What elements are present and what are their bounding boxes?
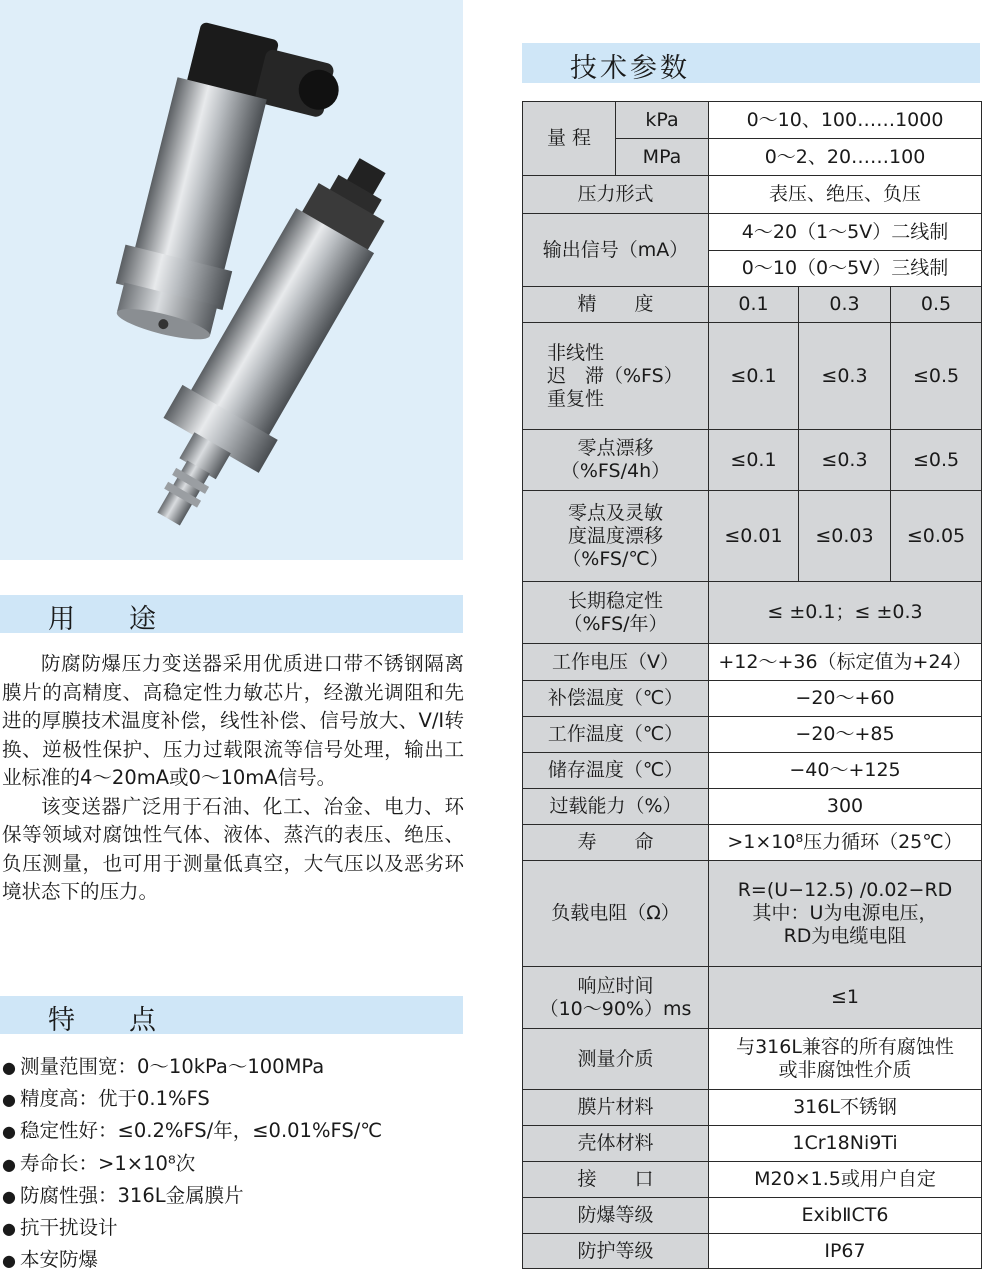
features-list <box>2 1051 382 1276</box>
spec-row-pressure-type <box>523 176 982 214</box>
usage-description <box>2 650 464 907</box>
spec-row-overload <box>523 789 982 825</box>
zero-drift-value: ≤0.1 <box>709 430 799 491</box>
usage-section-title: 用 途 <box>48 604 156 635</box>
diaphragm-label: 膜片材料 <box>523 1090 709 1126</box>
ex-rating-label: 防爆等级 <box>523 1198 709 1234</box>
mpa-unit: MPa <box>616 139 709 176</box>
housing-value: 1Cr18Ni9Ti <box>709 1126 982 1162</box>
port-value: M20×1.5或用户自定 <box>709 1162 982 1198</box>
spec-row-long-term <box>523 582 982 644</box>
kpa-value: 0～10、100……1000 <box>709 102 982 139</box>
bullet-icon: ● <box>2 1090 16 1110</box>
accuracy-value: 0.3 <box>799 287 891 323</box>
spec-section-header <box>522 43 980 83</box>
medium-value: 与316L兼容的所有腐蚀性 或非腐蚀性介质 <box>709 1029 982 1090</box>
nonlinearity-label: 非线性 迟 滞（%FS） 重复性 <box>523 323 709 430</box>
pressure-transmitter-illustration <box>0 0 463 560</box>
nonlinearity-value: ≤0.1 <box>709 323 799 430</box>
ip-rating-label: 防护等级 <box>523 1234 709 1269</box>
comp-temp-value: −20～+60 <box>709 681 982 717</box>
kpa-unit: kPa <box>616 102 709 139</box>
features-section-header <box>0 996 463 1034</box>
zero-drift-value: ≤0.5 <box>891 430 982 491</box>
response-value: ≤1 <box>709 967 982 1029</box>
accuracy-value: 0.5 <box>891 287 982 323</box>
output-label: 输出信号（mA） <box>523 214 709 287</box>
spec-row-voltage <box>523 644 982 681</box>
response-label: 响应时间 （10～90%）ms <box>523 967 709 1029</box>
store-temp-value: −40～+125 <box>709 753 982 789</box>
spec-table <box>522 101 982 1269</box>
feature-item: ● 稳定性好：≤0.2%FS/年，≤0.01%FS/℃ <box>2 1115 382 1147</box>
feature-item: ● 防腐性强：316L金属膜片 <box>2 1180 382 1212</box>
usage-section-header <box>0 595 463 633</box>
work-temp-label: 工作温度（℃） <box>523 717 709 753</box>
bullet-icon: ● <box>2 1251 16 1271</box>
accuracy-label: 精 度 <box>523 287 709 323</box>
feature-item: ● 寿命长：>1×10⁸次 <box>2 1148 382 1180</box>
overload-value: 300 <box>709 789 982 825</box>
zero-drift-value: ≤0.3 <box>799 430 891 491</box>
voltage-value: +12～+36（标定值为+24） <box>709 644 982 681</box>
overload-label: 过载能力（%） <box>523 789 709 825</box>
port-label: 接 口 <box>523 1162 709 1198</box>
housing-label: 壳体材料 <box>523 1126 709 1162</box>
diaphragm-value: 316L不锈钢 <box>709 1090 982 1126</box>
output-3wire: 0～10（0～5V）三线制 <box>709 251 982 287</box>
accuracy-value: 0.1 <box>709 287 799 323</box>
spec-row-diaphragm <box>523 1090 982 1126</box>
features-section-title: 特 点 <box>48 1005 156 1036</box>
spec-row-load <box>523 861 982 967</box>
spec-row-nonlinearity <box>523 323 982 430</box>
mpa-value: 0～2、20……100 <box>709 139 982 176</box>
ex-rating-value: ExibⅡCT6 <box>709 1198 982 1234</box>
medium-label: 测量介质 <box>523 1029 709 1090</box>
ip-rating-value: IP67 <box>709 1234 982 1269</box>
store-temp-label: 储存温度（℃） <box>523 753 709 789</box>
temp-drift-value: ≤0.05 <box>891 491 982 582</box>
usage-paragraph-2: 该变送器广泛用于石油、化工、冶金、电力、环保等领域对腐蚀性气体、液体、蒸汽的表压、绝压、负压测量，也可用于测量低真空，大气压以及恶劣环境状态下的压力。 <box>2 794 464 903</box>
life-value: >1×10⁸压力循环（25℃） <box>709 825 982 861</box>
bullet-icon: ● <box>2 1122 16 1142</box>
long-term-label: 长期稳定性 （%FS/年） <box>523 582 709 644</box>
output-2wire: 4～20（1～5V）二线制 <box>709 214 982 251</box>
spec-row-ip-rating <box>523 1234 982 1269</box>
spec-row-temp-drift <box>523 491 982 582</box>
pressure-type-value: 表压、绝压、负压 <box>709 176 982 214</box>
feature-item: ● 精度高：优于0.1%FS <box>2 1083 382 1115</box>
spec-row-comp-temp <box>523 681 982 717</box>
pressure-type-label: 压力形式 <box>523 176 709 214</box>
spec-section-title: 技术参数 <box>570 53 690 84</box>
life-label: 寿 命 <box>523 825 709 861</box>
spec-row-life <box>523 825 982 861</box>
comp-temp-label: 补偿温度（℃） <box>523 681 709 717</box>
feature-item: ● 本安防爆 <box>2 1244 382 1276</box>
nonlinearity-value: ≤0.5 <box>891 323 982 430</box>
bullet-icon: ● <box>2 1154 16 1174</box>
usage-paragraph-1: 防腐防爆压力变送器采用优质进口带不锈钢隔离膜片的高精度、高稳定性力敏芯片，经激光调阻和先进的厚膜技术温度补偿，线性补偿、信号放大、V/I转换、逆极性保护、压力过载限流等信号处理，输出工业标准的4～20mA或0～10mA信号。 <box>2 652 464 789</box>
spec-row-port <box>523 1162 982 1198</box>
load-label: 负载电阻（Ω） <box>523 861 709 967</box>
feature-item: ● 抗干扰设计 <box>2 1212 382 1244</box>
voltage-label: 工作电压（V） <box>523 644 709 681</box>
nonlinearity-value: ≤0.3 <box>799 323 891 430</box>
spec-row-accuracy <box>523 287 982 323</box>
long-term-value: ≤ ±0.1；≤ ±0.3 <box>709 582 982 644</box>
load-value: R=(U−12.5) /0.02−RD 其中：U为电源电压， RD为电缆电阻 <box>709 861 982 967</box>
bullet-icon: ● <box>2 1219 16 1239</box>
spec-row-work-temp <box>523 717 982 753</box>
spec-row-housing <box>523 1126 982 1162</box>
temp-drift-value: ≤0.03 <box>799 491 891 582</box>
spec-row-medium <box>523 1029 982 1090</box>
zero-drift-label: 零点漂移 （%FS/4h） <box>523 430 709 491</box>
spec-row-output <box>523 214 982 251</box>
bullet-icon: ● <box>2 1058 16 1077</box>
spec-row-ex-rating <box>523 1198 982 1234</box>
temp-drift-value: ≤0.01 <box>709 491 799 582</box>
spec-row-range-kpa <box>523 102 982 139</box>
spec-row-store-temp <box>523 753 982 789</box>
product-photo <box>0 0 463 560</box>
work-temp-value: −20～+85 <box>709 717 982 753</box>
range-label: 量 程 <box>523 102 616 176</box>
spec-row-response <box>523 967 982 1029</box>
feature-item: ● 测量范围宽：0～10kPa～100MPa <box>2 1051 382 1083</box>
temp-drift-label: 零点及灵敏 度温度漂移 （%FS/℃） <box>523 491 709 582</box>
bullet-icon: ● <box>2 1186 16 1206</box>
spec-row-zero-drift <box>523 430 982 491</box>
